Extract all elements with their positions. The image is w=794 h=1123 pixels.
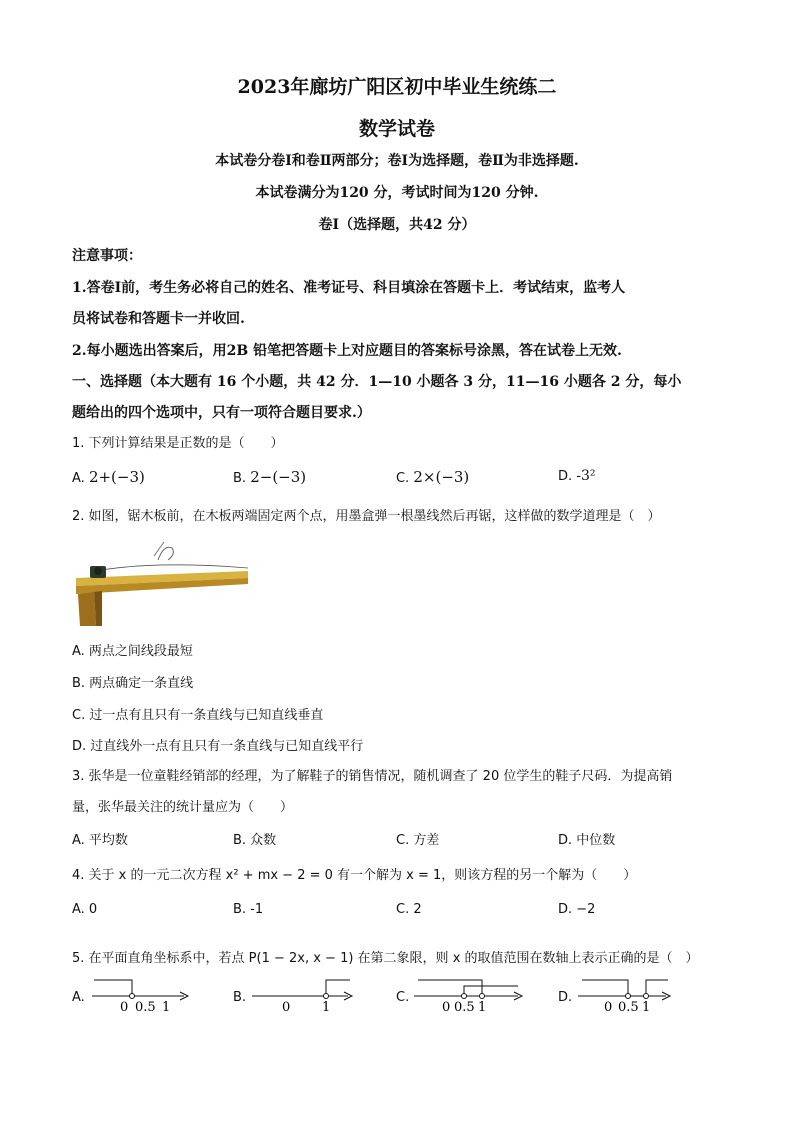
q4-option-a: A. 0 [72, 902, 98, 917]
q2-option-b: B. 两点确定一条直线 [72, 676, 194, 691]
notes-heading: 注意事项： [72, 248, 142, 264]
exam-desc-1: 本试卷分卷Ⅰ和卷Ⅱ两部分；卷Ⅰ为选择题，卷Ⅱ为非选择题. [215, 153, 579, 169]
q5-c-tick-1: 1 [478, 1000, 487, 1015]
exam-subtitle: 数学试卷 [358, 118, 435, 140]
q4-stem: 4. 关于 x 的一元二次方程 x² + mx − 2 = 0 有一个解为 x = 1，则该方程的另一个解为（ ） [72, 868, 637, 883]
q4-option-d: D. −2 [558, 902, 596, 917]
q5-c-tick-05: 0.5 [454, 1000, 475, 1015]
exam-desc-2: 本试卷满分为120 分，考试时间为120 分钟. [255, 185, 539, 201]
q1-c-expr: 2×(−3) [413, 468, 470, 486]
q1-d-label: D. [558, 469, 573, 484]
q4-option-b: B. -1 [233, 902, 264, 917]
q5-a-tick-1: 1 [162, 1000, 171, 1015]
q5-b-label: B. [233, 990, 247, 1005]
q2-option-d: D. 过直线外一点有且只有一条直线与已知直线平行 [72, 739, 364, 754]
q5-c-label: C. [396, 990, 410, 1005]
q1-b-expr: 2−(−3) [250, 468, 307, 486]
q5-d-label: D. [558, 990, 573, 1005]
q3-option-d: D. 中位数 [558, 833, 616, 848]
q2-stem: 2. 如图，锯木板前，在木板两端固定两个点，用墨盒弹一根墨线然后再锯，这样做的数学道理是（ ） [72, 509, 661, 524]
q5-a-tick-05: 0.5 [135, 1000, 156, 1015]
q5-number-line-b [252, 976, 356, 1018]
q5-a-label: A. [72, 990, 85, 1005]
q1-d-expr: -3² [576, 468, 596, 484]
q3-option-c: C. 方差 [396, 833, 440, 848]
q2-option-a: A. 两点之间线段最短 [72, 644, 193, 659]
part1-heading-b: 题给出的四个选项中，只有一项符合题目要求.） [72, 405, 371, 421]
q1-option-a [72, 468, 145, 486]
part1-heading-a: 一、选择题（本大题有 16 个小题，共 42 分．1—10 小题各 3 分，11—16 小题各 2 分，每小 [72, 374, 682, 390]
q1-option-d [558, 468, 596, 484]
q1-option-c [396, 468, 469, 486]
q5-b-tick-0: 0 [282, 1000, 291, 1015]
q1-c-label: C. [396, 471, 410, 486]
q5-number-line-d [578, 976, 674, 1018]
q1-a-expr: 2+(−3) [88, 468, 145, 486]
q3-stem-1: 3. 张华是一位童鞋经销部的经理，为了解鞋子的销售情况，随机调查了 20 位学生的鞋子尺码．为提高销 [72, 769, 673, 784]
q5-c-tick-0: 0 [442, 1000, 451, 1015]
section-title: 卷Ⅰ（选择题，共42 分） [318, 217, 476, 233]
q5-a-tick-0: 0 [120, 1000, 129, 1015]
q1-a-label: A. [72, 471, 85, 486]
exam-title: 2023年廊坊广阳区初中毕业生统练二 [237, 76, 557, 98]
q1-stem: 1. 下列计算结果是正数的是（ ） [72, 436, 284, 451]
q5-b-tick-1: 1 [322, 1000, 331, 1015]
note-1a: 1.答卷Ⅰ前，考生务必将自己的姓名、准考证号、科目填涂在答题卡上．考试结束，监考人 [72, 280, 626, 296]
q3-option-a: A. 平均数 [72, 833, 128, 848]
note-1b: 员将试卷和答题卡一并收回. [72, 311, 245, 327]
q5-number-line-c [414, 976, 526, 1018]
note-2: 2.每小题选出答案后，用2B 铅笔把答题卡上对应题目的答案标号涂黑，答在试卷上无效. [72, 343, 622, 359]
q1-option-b [233, 468, 306, 486]
q2-option-c: C. 过一点有且只有一条直线与已知直线垂直 [72, 708, 324, 723]
q1-b-label: B. [233, 471, 247, 486]
q4-option-c: C. 2 [396, 902, 422, 917]
q3-option-b: B. 众数 [233, 833, 277, 848]
q5-d-tick-05: 0.5 [618, 1000, 639, 1015]
q5-d-tick-0: 0 [604, 1000, 613, 1015]
q5-d-tick-1: 1 [642, 1000, 651, 1015]
sawing-board-illustration [72, 538, 252, 628]
q5-number-line-a [92, 976, 192, 1018]
q5-stem: 5. 在平面直角坐标系中，若点 P(1 − 2x, x − 1) 在第二象限，则 x 的取值范围在数轴上表示正确的是（ ） [72, 951, 699, 966]
q3-stem-2: 量，张华最关注的统计量应为（ ） [72, 800, 294, 815]
